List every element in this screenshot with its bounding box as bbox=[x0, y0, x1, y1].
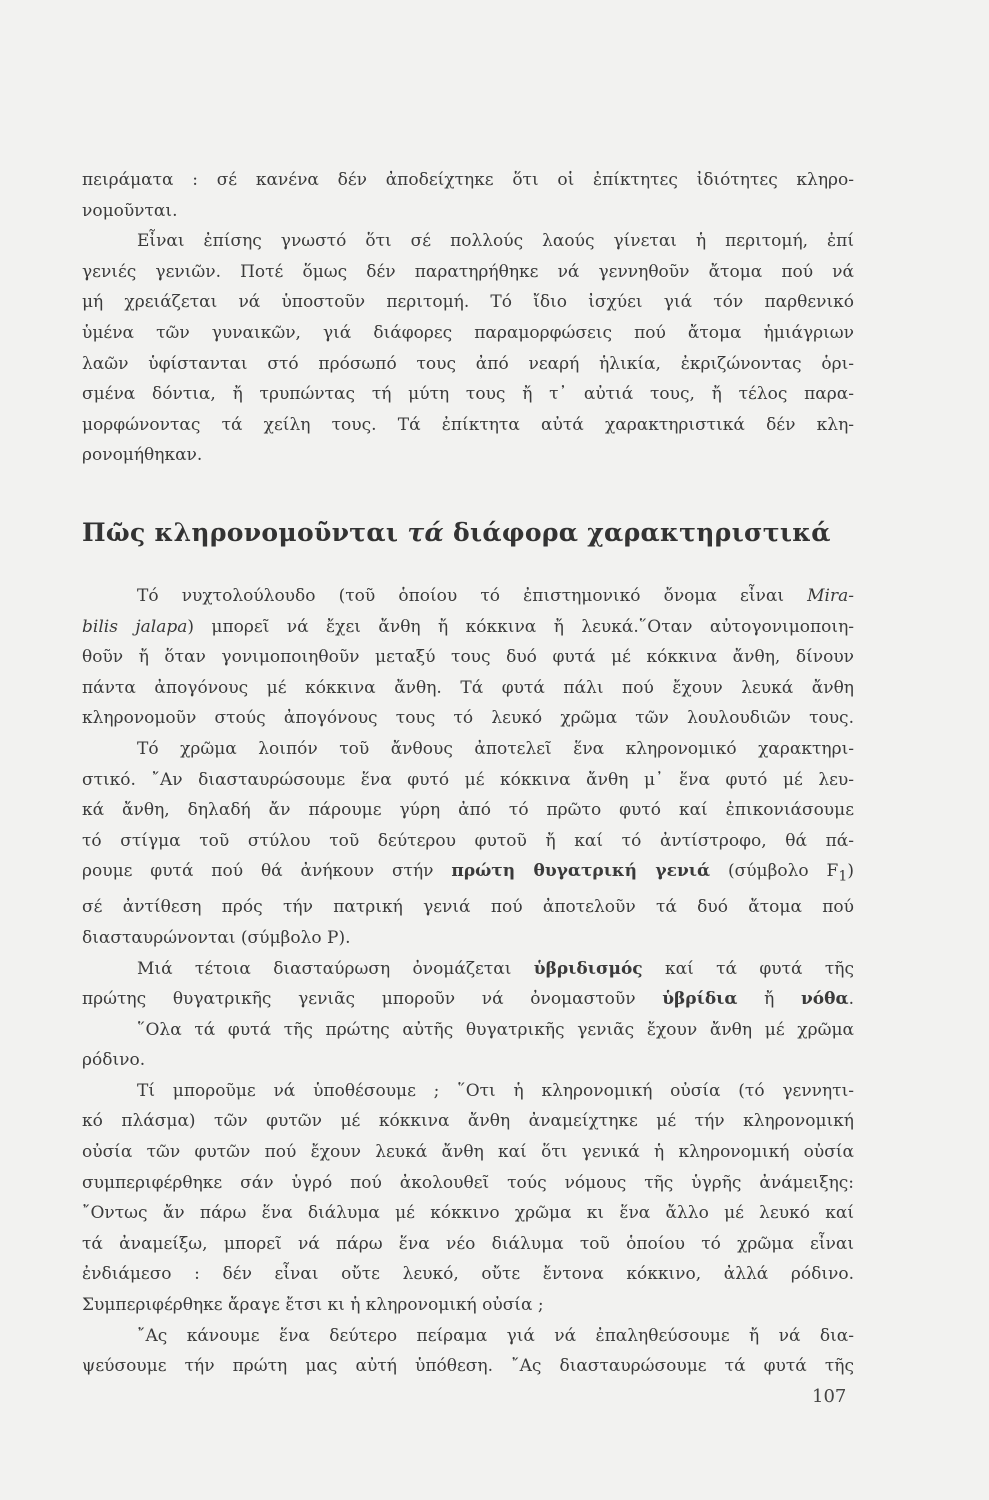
text-line bbox=[82, 954, 854, 985]
text-line bbox=[82, 856, 854, 892]
text-line: ρονομήθηκαν. bbox=[82, 445, 203, 466]
text-run: Μιά τέτοια διασταύρωση ὀνομάζεται bbox=[137, 958, 534, 979]
text-line: στικό. ῎Αν διασταυρώσουμε ἕνα φυτό μέ κόκκινα ἄνθη μ᾿ ἕνα φυτό μέ λευ- bbox=[82, 769, 854, 790]
text-line: γενιές γενιῶν. Ποτέ ὅμως δέν παρατηρήθηκε νά γεννηθοῦν ἄτομα πού νά bbox=[82, 261, 854, 282]
bold-term: ὑβρίδια bbox=[662, 989, 738, 1010]
page-number: 107 bbox=[812, 1386, 847, 1407]
text-line: οὐσία τῶν φυτῶν πού ἔχουν λευκά ἄνθη καί ὅτι γενικά ἡ κληρονομική οὐσία bbox=[82, 1142, 854, 1163]
text-line: κό πλάσμα) τῶν φυτῶν μέ κόκκινα ἄνθη ἀναμείχτηκε μέ τήν κληρονομική bbox=[82, 1111, 854, 1132]
text-line: ὑμένα τῶν γυναικῶν, γιά διάφορες παραμορφώσεις πού ἄτομα ἡμιάγριων bbox=[82, 322, 854, 343]
text-run: ) μπορεῖ νά ἔχει ἄνθη ἤ κόκκινα ἤ λευκά.῞Οταν αὐτογονιμοποιη- bbox=[187, 616, 854, 637]
text-line: Τί μποροῦμε νά ὑποθέσουμε ; ῞Οτι ἡ κληρονομική οὐσία (τό γεννητι- bbox=[137, 1080, 854, 1101]
text-line: σμένα δόντια, ἤ τρυπώντας τή μύτη τους ἤ τ᾿ αὐτιά τους, ἤ τέλος παρα- bbox=[82, 384, 854, 405]
text-line: ρόδινο. bbox=[82, 1050, 146, 1071]
section-heading bbox=[82, 518, 831, 547]
text-run: ) bbox=[847, 861, 855, 882]
text-line: σέ ἀντίθεση πρός τήν πατρική γενιά πού ἀποτελοῦν τά δυό ἄτομα πού bbox=[82, 897, 854, 918]
text-line: ῞Ολα τά φυτά τῆς πρώτης αὐτῆς θυγατρικῆς γενιᾶς ἔχουν ἄνθη μέ χρῶμα bbox=[137, 1019, 854, 1040]
intro-paragraphs bbox=[82, 165, 854, 471]
text-line: ψεύσουμε τήν πρώτη μας αὐτή ὑπόθεση. ῎Ας διασταυρώσουμε τά φυτά τῆς bbox=[82, 1356, 854, 1377]
text-line: Συμπεριφέρθηκε ἄραγε ἔτσι κι ἡ κληρονομική οὐσία ; bbox=[82, 1295, 544, 1316]
text-line: κά ἄνθη, δηλαδή ἄν πάρουμε γύρη ἀπό τό πρῶτο φυτό καί ἐπικονιάσουμε bbox=[82, 800, 854, 821]
text-line: πειράματα : σέ κανένα δέν ἀποδείχτηκε ὅτι οἱ ἐπίκτητες ἰδιότητες κληρο- bbox=[82, 170, 854, 190]
text-line: τά ἀναμείξω, μπορεῖ νά πάρω ἕνα νέο διάλυμα τοῦ ὁποίου τό χρῶμα εἶναι bbox=[82, 1233, 854, 1254]
text-run: ἤ bbox=[737, 989, 802, 1010]
text-run: (σύμβολο F bbox=[710, 861, 839, 882]
text-line: Τό χρῶμα λοιπόν τοῦ ἄνθους ἀποτελεῖ ἕνα κληρονομικό χαρακτηρι- bbox=[137, 738, 854, 759]
heading-italic: τά bbox=[407, 518, 445, 547]
body-paragraphs bbox=[82, 581, 854, 1382]
text-run: καί τά φυτά τῆς bbox=[642, 958, 854, 979]
text-line: Εἶναι ἐπίσης γνωστό ὅτι σέ πολλούς λαούς γίνεται ἡ περιτομή, ἐπί bbox=[137, 231, 854, 252]
heading-main: Πῶς κληρονομοῦνται bbox=[82, 518, 408, 547]
text-line bbox=[82, 984, 854, 1015]
heading-rest: διάφορα χαρακτηριστικά bbox=[444, 518, 831, 547]
text-line: τό στίγμα τοῦ στύλου τοῦ δεύτερου φυτοῦ ἤ καί τό ἀντίστροφο, θά πά- bbox=[82, 830, 854, 851]
text-line bbox=[82, 612, 854, 643]
text-line: μή χρειάζεται νά ὑποστοῦν περιτομή. Τό ἴδιο ἰσχύει γιά τόν παρθενικό bbox=[82, 292, 854, 313]
bold-term: ὑβριδισμός bbox=[533, 958, 643, 979]
text-line: συμπεριφέρθηκε σάν ὑγρό πού ἀκολουθεῖ τούς νόμους τῆς ὑγρῆς ἀνάμειξης: bbox=[82, 1172, 854, 1193]
text-line: ἐνδιάμεσο : δέν εἶναι οὔτε λευκό, οὔτε ἔντονα κόκκινο, ἀλλά ρόδινο. bbox=[82, 1264, 854, 1285]
text-line: πάντα ἀπογόνους μέ κόκκινα ἄνθη. Τά φυτά πάλι πού ἔχουν λευκά ἄνθη bbox=[82, 677, 854, 698]
scientific-name: bilis jalapa bbox=[82, 616, 188, 637]
scientific-name: Mira- bbox=[807, 586, 854, 606]
text-line: νομοῦνται. bbox=[82, 200, 178, 221]
text-line: μορφώνοντας τά χείλη τους. Τά ἐπίκτητα αὐτά χαρακτηριστικά δέν κλη- bbox=[82, 414, 854, 435]
text-run: . bbox=[848, 989, 854, 1010]
text-run: Τό νυχτολούλουδο (τοῦ ὁποίου τό ἐπιστημονικό ὄνομα εἶναι bbox=[137, 586, 808, 606]
bold-term: νόθα bbox=[801, 989, 849, 1010]
text-run: ρουμε φυτά πού θά ἀνήκουν στήν bbox=[82, 861, 452, 882]
bold-term: πρώτη θυγατρική γενιά bbox=[451, 861, 711, 882]
text-line: ῎Ας κάνουμε ἕνα δεύτερο πείραμα γιά νά ἐπαληθεύσουμε ἤ νά δια- bbox=[137, 1325, 854, 1346]
text-line: διασταυρώνονται (σύμβολο P). bbox=[82, 927, 351, 948]
text-line: κληρονομοῦν στούς ἀπογόνους τους τό λευκό χρῶμα τῶν λουλουδιῶν τους. bbox=[82, 708, 854, 729]
text-line: θοῦν ἤ ὅταν γονιμοποιηθοῦν μεταξύ τους δυό φυτά μέ κόκκινα ἄνθη, δίνουν bbox=[82, 647, 854, 668]
text-line: ῎Οντως ἄν πάρω ἕνα διάλυμα μέ κόκκινο χρῶμα κι ἕνα ἄλλο μέ λευκό καί bbox=[82, 1203, 854, 1224]
text-line: λαῶν ὑφίστανται στό πρόσωπό τους ἀπό νεαρή ἡλικία, ἐκριζώνοντας ὁρι- bbox=[82, 353, 854, 374]
subscript: 1 bbox=[838, 868, 848, 885]
text-run: πρώτης θυγατρικῆς γενιᾶς μποροῦν νά ὀνομαστοῦν bbox=[82, 989, 663, 1010]
text-line bbox=[82, 581, 854, 612]
